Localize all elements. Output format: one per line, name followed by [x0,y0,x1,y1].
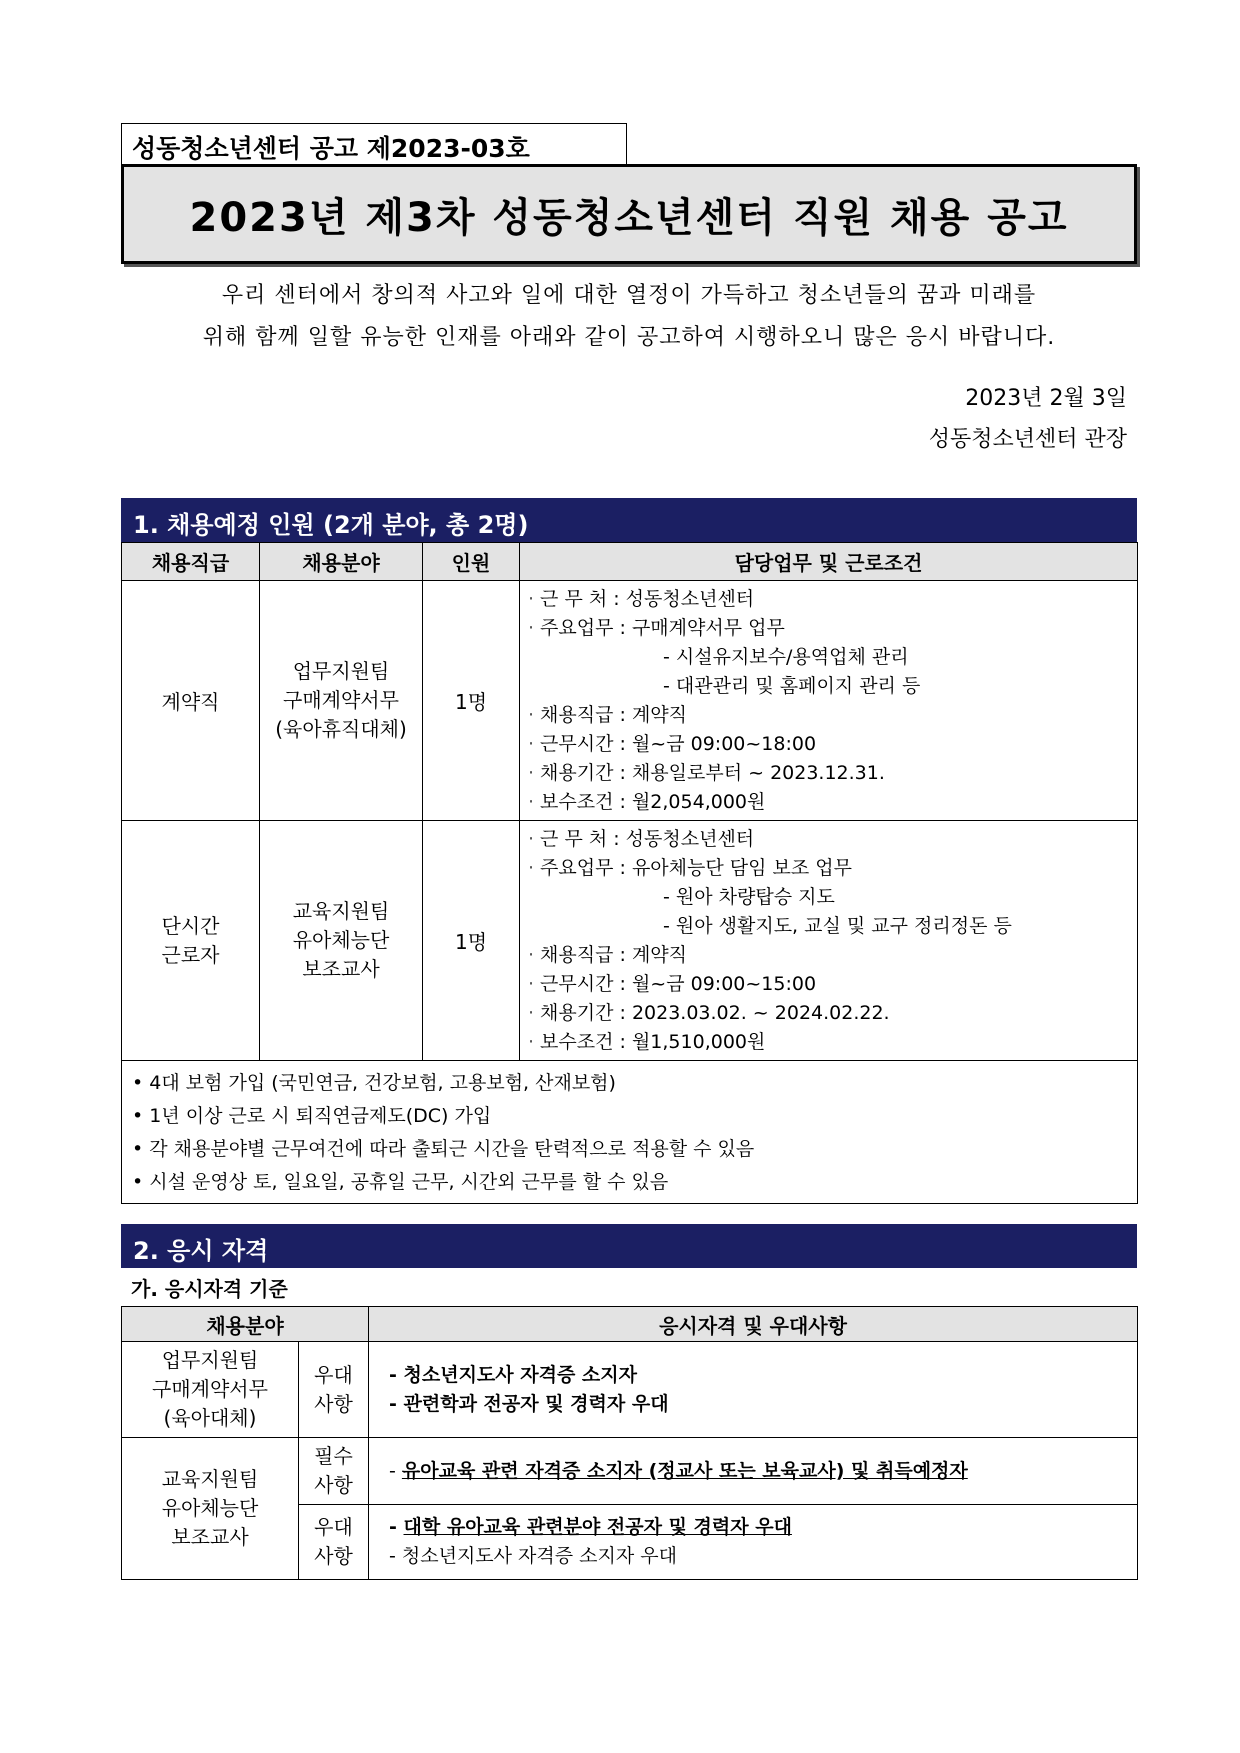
column-header: 채용분야 [122,1307,369,1342]
title-box [121,164,1137,264]
table-row [122,581,1138,821]
field-cell [122,1438,299,1580]
type-line: 우대 [314,1515,353,1539]
duty-item: · 보수조건 : 월1,510,000원 [528,1031,766,1053]
type-cell [299,1505,369,1580]
note-item: • 시설 운영상 토, 일요일, 공휴일 근무, 시간외 근무를 할 수 있음 [132,1171,669,1193]
qualification-item: - 청소년지도사 자격증 소지자 우대 [389,1545,677,1567]
duty-item: · 채용직급 : 계약직 [528,944,688,966]
notes-row [122,1061,1138,1204]
field-line: 교육지원팀 [292,899,390,923]
note-item: • 4대 보험 가입 (국민연금, 건강보험, 고용보험, 산재보험) [132,1072,616,1094]
notice-date: 2023년 2월 3일 [965,386,1127,411]
duty-subitem: - 원아 생활지도, 교실 및 교구 정리정돈 등 [663,915,1012,937]
note-item: • 1년 이상 근로 시 퇴직연금제도(DC) 가입 [132,1105,492,1127]
count-cell: 1명 [423,821,520,1061]
signer: 성동청소년센터 관장 [928,427,1127,452]
qualification-item: - 유아교육 관련 자격증 소지자 (정교사 또는 보육교사) 및 취득예정자 [389,1459,968,1482]
field-line: 업무지원팀 [292,659,390,683]
field-line: (육아대체) [163,1406,257,1430]
qualification-table [121,1306,1138,1580]
notice-number: 성동청소년센터 공고 제2023-03호 [121,123,627,165]
type-line: 필수 [314,1444,353,1468]
duty-item: · 근무시간 : 월~금 09:00~15:00 [528,973,817,995]
column-header: 채용분야 [260,543,423,581]
duty-item: · 근 무 처 : 성동청소년센터 [528,588,755,610]
field-cell [122,1342,299,1438]
column-header: 담당업무 및 근로조건 [520,543,1138,581]
duty-item: · 근무시간 : 월~금 09:00~18:00 [528,733,817,755]
column-header: 채용직급 [122,543,260,581]
duty-item: · 보수조건 : 월2,054,000원 [528,791,766,813]
duty-subitem: - 대관관리 및 홈페이지 관리 등 [663,675,921,697]
type-line: 사항 [314,1544,353,1568]
table-header-row [122,1307,1138,1342]
field-cell [260,581,423,821]
field-line: 업무지원팀 [161,1348,259,1372]
section-2-subheading: 가. 응시자격 기준 [131,1277,288,1301]
count-cell: 1명 [423,581,520,821]
duties-cell [520,581,1138,821]
field-line: (육아휴직대체) [275,717,407,741]
column-header: 응시자격 및 우대사항 [369,1307,1138,1342]
grade-cell: 계약직 [122,581,260,821]
note-item: • 각 채용분야별 근무여건에 따라 출퇴근 시간을 탄력적으로 적용할 수 있음 [132,1138,755,1160]
intro-line: 위해 함께 일할 유능한 인재를 아래와 같이 공고하여 시행하오니 많은 응시 바랍니다. [202,325,1056,350]
duty-item: · 채용기간 : 2023.03.02. ~ 2024.02.22. [528,1002,890,1024]
type-line: 사항 [314,1391,353,1416]
intro-line: 우리 센터에서 창의적 사고와 일에 대한 열정이 가득하고 청소년들의 꿈과 미래를 [221,283,1037,308]
qualification-cell [369,1342,1138,1438]
section-2-heading: 2. 응시 자격 [121,1224,1137,1268]
duty-subitem: - 시설유지보수/용역업체 관리 [663,646,909,668]
page-title: 2023년 제3차 성동청소년센터 직원 채용 공고 [189,194,1069,241]
column-header: 인원 [423,543,520,581]
field-line: 교육지원팀 [161,1467,259,1491]
qualification-item: - 청소년지도사 자격증 소지자 [389,1363,637,1386]
type-line: 사항 [314,1473,353,1497]
duty-subitem: - 원아 차량탑승 지도 [663,886,835,908]
grade-line: 근로자 [161,942,220,967]
grade-line: 단시간 [161,913,220,938]
field-cell [260,821,423,1061]
intro-paragraph [121,275,1137,359]
qualification-item: - 관련학과 전공자 및 경력자 우대 [389,1392,669,1415]
grade-cell [122,821,260,1061]
qualification-cell [369,1505,1138,1580]
field-line: 구매계약서무 [152,1377,268,1401]
qualification-item: - 대학 유아교육 관련분야 전공자 및 경력자 우대 [389,1516,792,1538]
field-line: 유아체능단 [161,1496,259,1520]
table-row [122,821,1138,1061]
duty-item: · 주요업무 : 유아체능단 담임 보조 업무 [528,857,852,879]
qualification-cell [369,1438,1138,1505]
type-cell [299,1438,369,1505]
duties-cell [520,821,1138,1061]
field-line: 보조교사 [171,1525,249,1549]
section-1-heading: 1. 채용예정 인원 (2개 분야, 총 2명) [121,498,1137,542]
field-line: 유아체능단 [292,928,390,952]
recruitment-table [121,542,1138,1204]
field-line: 구매계약서무 [283,688,399,712]
field-line: 보조교사 [302,957,380,981]
table-row [122,1342,1138,1438]
duty-item: · 근 무 처 : 성동청소년센터 [528,828,755,850]
type-cell [299,1342,369,1438]
duty-item: · 주요업무 : 구매계약서무 업무 [528,617,785,639]
type-line: 우대 [314,1362,353,1387]
duty-item: · 채용기간 : 채용일로부터 ~ 2023.12.31. [528,762,885,784]
duty-item: · 채용직급 : 계약직 [528,704,688,726]
table-header-row [122,543,1138,581]
notes-cell [122,1061,1138,1204]
table-row [122,1438,1138,1505]
